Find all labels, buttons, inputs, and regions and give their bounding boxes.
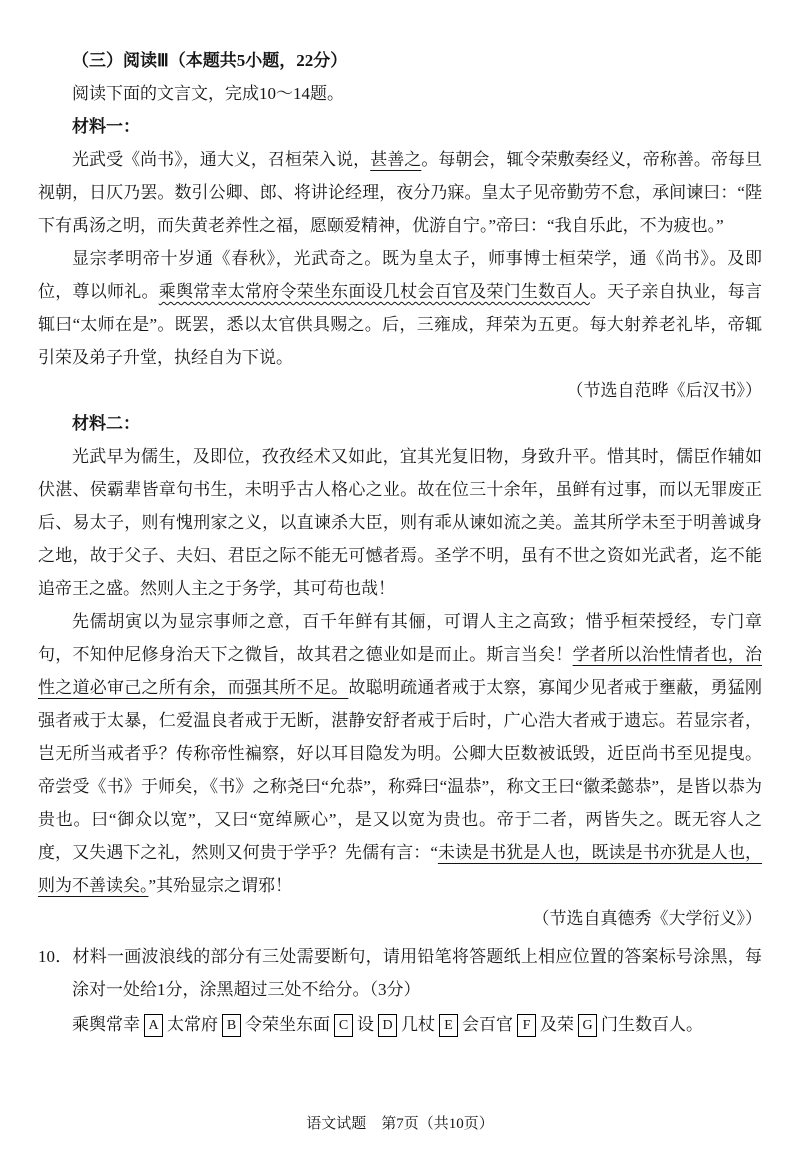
text-run: 。天子亲自执业，每言辄曰“太师在是”。既罢，悉以太官供具赐之。后，三雍成，拜荣为五更。每大射养老礼毕，帝辄引荣及弟子升堂，执经自为下说。	[38, 282, 763, 367]
question-10	[38, 940, 763, 1006]
text-run: 乘舆常幸	[72, 1015, 140, 1034]
text-run: 先儒胡寅以为显宗事师之意，百千年鲜有其俪，可谓人主之高致；惜乎桓荣授经，专门章句，不知仲尼修身治天下之微旨，故其君之德业如是而止。斯言当矣！	[38, 612, 762, 664]
underlined-sentence: 学者所以治性情者也，治性之道必审己之所有余，而强其所不足。	[38, 645, 763, 697]
answer-option-box-c: C	[334, 1014, 353, 1037]
answer-option-box-a: A	[144, 1014, 163, 1037]
answer-option-box-g: G	[578, 1014, 597, 1037]
text-run: 几杖	[401, 1015, 435, 1034]
text-run: 太常府	[167, 1015, 218, 1034]
material1-label: 材料一：	[72, 117, 140, 136]
answer-option-box-b: B	[222, 1014, 241, 1037]
section-title: （三）阅读Ⅲ（本题共5小题，22分）	[72, 51, 348, 70]
material1-source: （节选自范晔《后汉书》）	[566, 381, 762, 400]
page-footer: 语文试题 第7页（共10页）	[306, 1116, 494, 1132]
text-run: 门生数百人。	[601, 1015, 703, 1034]
material1-paragraph-1	[38, 143, 762, 242]
material2-paragraph-2	[38, 605, 762, 902]
material1-paragraph-2	[38, 242, 762, 374]
question-10-segmentation-line	[38, 1008, 762, 1041]
question-text: 材料一画波浪线的部分有三处需要断句，请用铅笔将答题纸上相应位置的答案标号涂黑，每涂对一处给1分，涂黑超过三处不给分。（3分）	[72, 947, 763, 999]
material2-label: 材料二：	[72, 414, 140, 433]
text-run: 光武受《尚书》，通大义，召桓荣入说，	[72, 150, 371, 169]
text-run: 会百官	[462, 1015, 513, 1034]
material2-paragraph-1: 光武早为儒生，及即位，孜孜经术又如此，宜其光复旧物，身致升平。惜其时，儒臣作辅如伏湛、侯霸辈皆章句书生，未明乎古人格心之业。故在位三十余年，虽鲜有过事，而以无罪废正后、易太子，则有愧刑家之义，以直谏杀大臣，则有乖从谏如流之美。盖其所学未至于明善诚身之地，故于父子、夫妇、君臣之际不能无可憾者焉。圣学不明，虽有不世之资如光武者，迄不能追帝王之盛。然则人主之于务学，其可苟也哉！	[38, 447, 762, 598]
wavy-underlined-sentence: 乘舆常幸太常府令荣坐东面设几杖会百官及荣门生数百人	[158, 282, 590, 301]
text-run: 故聪明疏通者戒于太察，寡闻少见者戒于壅蔽，勇猛刚强者戒于太暴，仁爱温良者戒于无断，湛静安舒者戒于后时，广心浩大者戒于遗忘。若显宗者，岂无所当戒者乎？传称帝性褊察，好以耳目隐发为明。公卿大臣数被诋毁，近臣尚书至见提曳。帝尝受《书》于师矣，《书》之称尧曰“允恭”，称舜曰“温恭”，称文王曰“徽柔懿恭”，是皆以恭为贵也。曰“御众以宽”，又曰“宽绰厥心”，是又以宽为贵也。帝于二者，两皆失之。既无容人之度，又失遇下之礼，然则又何贵于学乎？先儒有言：“	[38, 678, 762, 862]
text-run: 令荣坐东面	[245, 1015, 330, 1034]
text-run: 设	[357, 1015, 374, 1034]
text-run: 。每朝会，辄令荣敷奏经义，帝称善。帝每旦视朝，日仄乃罢。数引公卿、郎、将讲论经理，夜分乃寐。皇太子见帝勤劳不怠，承间谏曰：“陛下有禹汤之明，而失黄老养性之福，愿颐爱精神，优游自宁。”帝曰：“我自乐此，不为疲也。”	[38, 150, 763, 235]
question-number: 10．	[38, 947, 73, 966]
text-run: 及荣	[540, 1015, 574, 1034]
reading-instruction: 阅读下面的文言文，完成10～14题。	[72, 84, 344, 103]
underlined-phrase: 甚善之	[370, 150, 422, 169]
text-run: ”其殆显宗之谓邪！	[148, 876, 293, 895]
answer-option-box-d: D	[378, 1014, 397, 1037]
answer-option-box-e: E	[439, 1014, 458, 1037]
underlined-quote: 未读是书犹是人也，既读是书亦犹是人也，则为不善读矣。	[38, 843, 762, 895]
answer-option-box-f: F	[517, 1014, 536, 1037]
material2-source: （节选自真德秀《大学衍义》）	[532, 909, 762, 928]
text-run: 显宗孝明帝十岁通《春秋》，光武奇之。既为皇太子，师事博士桓荣学，通《尚书》。及即位，尊以师礼。	[38, 249, 762, 301]
